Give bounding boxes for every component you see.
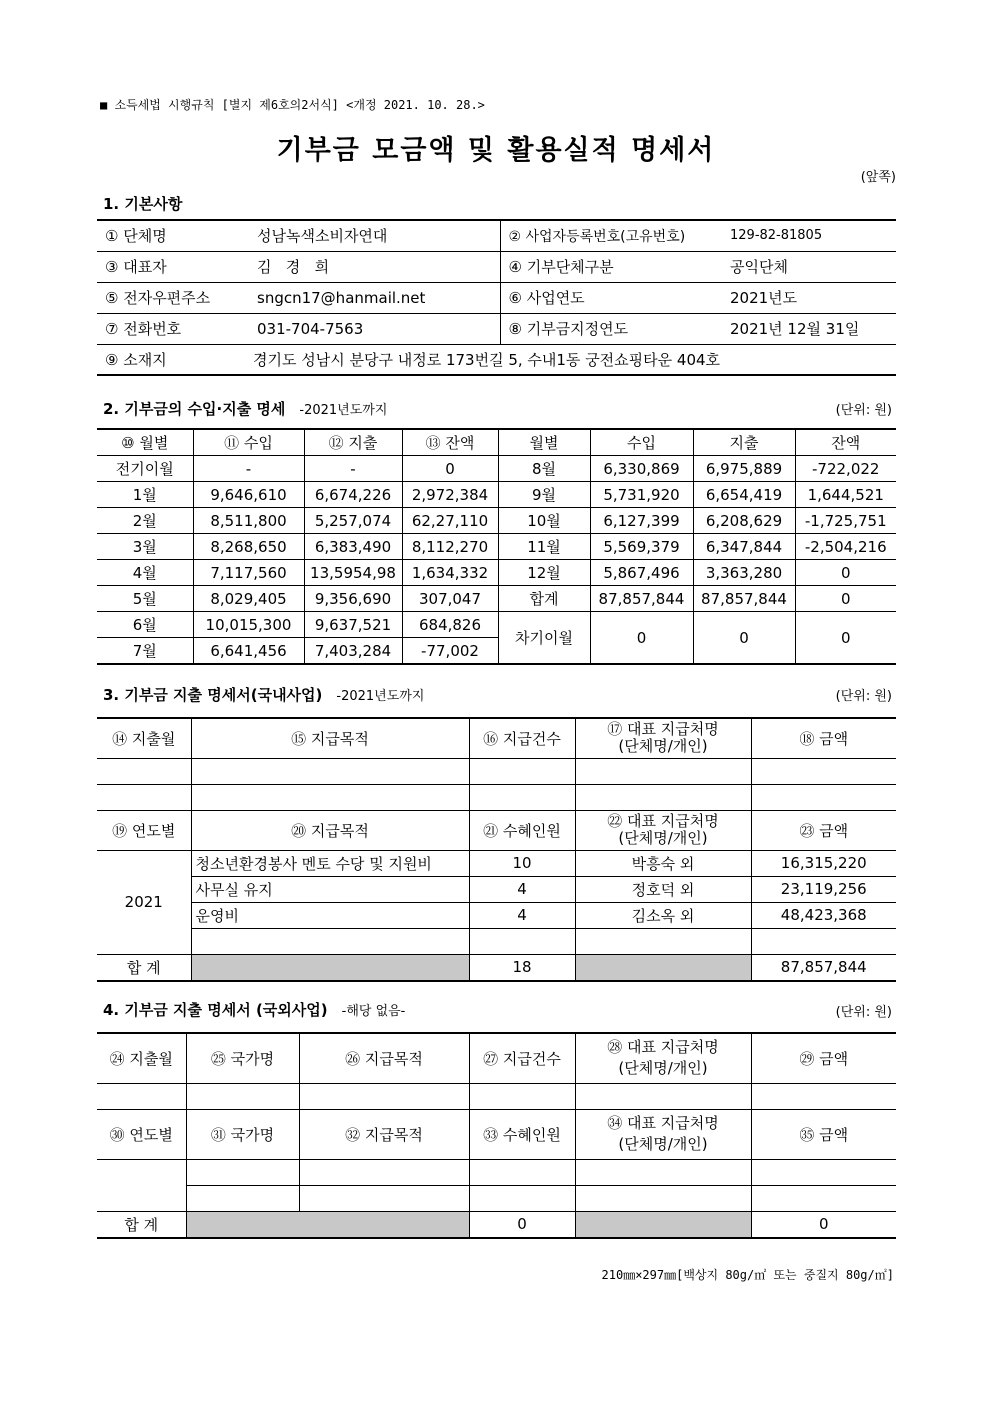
col-payment-count: ㉗ 지급건수 <box>469 1033 575 1083</box>
income-cell-2: 5,731,920 <box>590 482 693 508</box>
total-gray-cell <box>575 1211 751 1238</box>
empty-cell <box>751 758 896 784</box>
empty-cell <box>97 1083 186 1109</box>
col-amount-2: ㉓ 금액 <box>751 810 896 850</box>
expense-cell: 6,383,490 <box>304 534 402 560</box>
empty-cell <box>191 784 469 810</box>
page-side-label: (앞쪽) <box>860 170 896 185</box>
income-cell: 8,511,800 <box>193 508 304 534</box>
basic-info-table <box>97 219 896 376</box>
col-amount: ㉙ 금액 <box>751 1033 896 1083</box>
income-cell-2: 5,867,496 <box>590 560 693 586</box>
col-expense-month: ⑭ 지출월 <box>97 718 191 758</box>
table-row <box>97 876 896 902</box>
month-cell-2: 9월 <box>498 482 590 508</box>
count-cell: 4 <box>469 876 575 902</box>
col-payee-line2: (단체명/개인) <box>618 737 708 756</box>
balance-cell: 62,27,110 <box>402 508 498 534</box>
income-cell-2: 6,127,399 <box>590 508 693 534</box>
value-org-type: 공익단체 <box>726 251 896 282</box>
expense-cell-2: 6,654,419 <box>693 482 795 508</box>
col-expense: ⑫ 지출 <box>304 429 402 456</box>
month-cell: 6월 <box>97 612 193 638</box>
col-year: ⑲ 연도별 <box>97 810 191 850</box>
col-beneficiaries: ㉑ 수혜인원 <box>469 810 575 850</box>
table-row <box>97 902 896 928</box>
amount-cell: 16,315,220 <box>751 850 896 876</box>
total-income: 87,857,844 <box>590 586 693 612</box>
col-amount-2: ㉟ 금액 <box>751 1109 896 1159</box>
expense-cell: 7,403,284 <box>304 638 402 665</box>
legal-reference: ■ 소득세법 시행규칙 [별지 제6호의2서식] <개정 2021. 10. 28.> <box>100 98 485 112</box>
label-representative: ③ 대표자 <box>97 251 249 282</box>
income-cell: 6,641,456 <box>193 638 304 665</box>
paper-spec-footer: 210㎜×297㎜[백상지 80g/㎡ 또는 중질지 80g/㎡] <box>601 1268 894 1282</box>
total-row <box>97 954 896 981</box>
section-2-unit: (단위: 원) <box>835 403 892 418</box>
balance-cell-2: -2,504,216 <box>795 534 896 560</box>
value-address: 경기도 성남시 분당구 내정로 173번길 5, 수내1동 궁전쇼핑타운 404호 <box>249 344 896 375</box>
income-cell-2: 6,330,869 <box>590 456 693 482</box>
month-cell: 2월 <box>97 508 193 534</box>
label-phone: ⑦ 전화번호 <box>97 313 249 344</box>
col-year: ㉚ 연도별 <box>97 1109 186 1159</box>
total-gray-cell <box>191 954 469 981</box>
amount-cell: 23,119,256 <box>751 876 896 902</box>
label-fiscal-year: ⑥ 사업연도 <box>500 282 726 313</box>
col-country-2: ㉛ 국가명 <box>186 1109 299 1159</box>
section-2-title <box>103 398 387 419</box>
table-row <box>97 456 896 482</box>
label-address: ⑨ 소재지 <box>97 344 249 375</box>
total-expense: 87,857,844 <box>693 586 795 612</box>
value-designation-year: 2021년 12월 31일 <box>726 313 896 344</box>
col-income-2: 수입 <box>590 429 693 456</box>
income-cell: 7,117,560 <box>193 560 304 586</box>
value-fiscal-year: 2021년도 <box>726 282 896 313</box>
table-row <box>97 612 896 638</box>
total-amount: 87,857,844 <box>751 954 896 981</box>
section-4-heading: 4. 기부금 지출 명세서 (국외사업) <box>103 1001 328 1019</box>
count-cell: 4 <box>469 902 575 928</box>
carry-expense: 0 <box>693 612 795 665</box>
income-cell: - <box>193 456 304 482</box>
empty-cell <box>469 1159 575 1185</box>
total-label: 합 계 <box>97 954 191 981</box>
col-payee-2-line1: ㉒ 대표 지급처명 <box>607 812 719 830</box>
empty-cell <box>751 928 896 954</box>
total-balance: 0 <box>795 586 896 612</box>
balance-cell: 0 <box>402 456 498 482</box>
balance-cell-2: -1,725,751 <box>795 508 896 534</box>
section-1-title: 1. 기본사항 <box>103 195 183 213</box>
value-phone: 031-704-7563 <box>249 313 500 344</box>
empty-cell <box>191 928 469 954</box>
col-payee-2-line2: (단체명/개인) <box>618 829 708 847</box>
total-count: 0 <box>469 1211 575 1238</box>
income-cell: 8,268,650 <box>193 534 304 560</box>
empty-cell <box>575 758 751 784</box>
value-email: sngcn17@hanmail.net <box>249 282 500 313</box>
col-payee-2-line2: (단체명/개인) <box>618 1135 708 1153</box>
col-expense-2: 지출 <box>693 429 795 456</box>
value-representative: 김 경 희 <box>249 251 500 282</box>
empty-cell <box>575 1083 751 1109</box>
col-beneficiaries: ㉝ 수혜인원 <box>469 1109 575 1159</box>
income-cell: 10,015,300 <box>193 612 304 638</box>
col-payee-2 <box>575 810 751 850</box>
section-3-title <box>103 684 424 705</box>
col-month-2: 월별 <box>498 429 590 456</box>
empty-cell <box>299 1159 469 1185</box>
section-4-note: -해당 없음- <box>341 1004 406 1019</box>
empty-cell <box>469 784 575 810</box>
expense-cell: 13,5954,98 <box>304 560 402 586</box>
total-label: 합계 <box>498 586 590 612</box>
section-2-heading: 2. 기부금의 수입·지출 명세 <box>103 400 286 418</box>
empty-cell <box>186 1185 299 1211</box>
expense-cell: - <box>304 456 402 482</box>
empty-cell <box>575 784 751 810</box>
purpose-cell: 운영비 <box>191 902 469 928</box>
carry-label: 차기이월 <box>498 612 590 665</box>
total-gray-cell <box>575 954 751 981</box>
table-row <box>97 560 896 586</box>
table-row <box>97 508 896 534</box>
amount-cell: 48,423,368 <box>751 902 896 928</box>
value-business-number: 129-82-81805 <box>726 220 896 251</box>
table-row <box>97 850 896 876</box>
empty-cell <box>469 1185 575 1211</box>
expense-cell-2: 6,975,889 <box>693 456 795 482</box>
empty-cell <box>299 1083 469 1109</box>
empty-cell <box>97 758 191 784</box>
payee-cell: 정호덕 외 <box>575 876 751 902</box>
col-country: ㉕ 국가명 <box>186 1033 299 1083</box>
total-amount: 0 <box>751 1211 896 1238</box>
balance-cell: 684,826 <box>402 612 498 638</box>
month-cell: 4월 <box>97 560 193 586</box>
col-payee-line1: ⑰ 대표 지급처명 <box>607 720 719 739</box>
income-cell: 8,029,405 <box>193 586 304 612</box>
empty-cell <box>469 1083 575 1109</box>
label-org-name: ① 단체명 <box>97 220 249 251</box>
month-cell-2: 12월 <box>498 560 590 586</box>
expense-cell: 9,637,521 <box>304 612 402 638</box>
balance-cell: 307,047 <box>402 586 498 612</box>
domestic-expense-table <box>97 717 896 982</box>
payee-cell: 김소옥 외 <box>575 902 751 928</box>
table-row <box>97 482 896 508</box>
col-amount: ⑱ 금액 <box>751 718 896 758</box>
section-4-title <box>103 999 405 1020</box>
count-cell: 10 <box>469 850 575 876</box>
label-designation-year: ⑧ 기부금지정연도 <box>500 313 726 344</box>
expense-cell-2: 6,208,629 <box>693 508 795 534</box>
col-purpose: ㉖ 지급목적 <box>299 1033 469 1083</box>
document-title: 기부금 모금액 및 활용실적 명세서 <box>276 135 716 166</box>
col-payee <box>575 718 751 758</box>
value-org-name: 성남녹색소비자연대 <box>249 220 500 251</box>
col-expense-month: ㉔ 지출월 <box>97 1033 186 1083</box>
col-balance-2: 잔액 <box>795 429 896 456</box>
col-payee <box>575 1033 751 1083</box>
empty-cell <box>469 928 575 954</box>
month-cell-2: 8월 <box>498 456 590 482</box>
col-payee-line2: (단체명/개인) <box>618 1059 708 1078</box>
empty-cell <box>751 1185 896 1211</box>
month-cell: 5월 <box>97 586 193 612</box>
empty-cell <box>97 784 191 810</box>
section-2-note: -2021년도까지 <box>299 403 388 418</box>
col-payee-line1: ㉘ 대표 지급처명 <box>607 1038 719 1057</box>
col-payee-2 <box>575 1109 751 1159</box>
col-payee-2-line1: ㉞ 대표 지급처명 <box>607 1114 719 1132</box>
table-row <box>97 586 896 612</box>
col-purpose: ⑮ 지급목적 <box>191 718 469 758</box>
overseas-expense-table <box>97 1032 896 1239</box>
month-cell: 전기이월 <box>97 456 193 482</box>
balance-cell-2: -722,022 <box>795 456 896 482</box>
payee-cell: 박흥숙 외 <box>575 850 751 876</box>
total-count: 18 <box>469 954 575 981</box>
month-cell: 3월 <box>97 534 193 560</box>
empty-cell <box>186 1083 299 1109</box>
income-cell: 9,646,610 <box>193 482 304 508</box>
balance-cell: 8,112,270 <box>402 534 498 560</box>
empty-cell <box>97 1159 186 1211</box>
balance-cell: 2,972,384 <box>402 482 498 508</box>
carry-income: 0 <box>590 612 693 665</box>
total-row <box>97 1211 896 1238</box>
empty-cell <box>575 1185 751 1211</box>
month-cell: 1월 <box>97 482 193 508</box>
empty-cell <box>575 928 751 954</box>
expense-cell: 5,257,074 <box>304 508 402 534</box>
col-income: ⑪ 수입 <box>193 429 304 456</box>
expense-cell-2: 3,363,280 <box>693 560 795 586</box>
balance-cell-2: 1,644,521 <box>795 482 896 508</box>
label-email: ⑤ 전자우편주소 <box>97 282 249 313</box>
empty-cell <box>191 758 469 784</box>
purpose-cell: 청소년환경봉사 멘토 수당 및 지원비 <box>191 850 469 876</box>
section-3-unit: (단위: 원) <box>835 689 892 704</box>
col-month: ⑩ 월별 <box>97 429 193 456</box>
balance-cell-2: 0 <box>795 560 896 586</box>
balance-cell: 1,634,332 <box>402 560 498 586</box>
col-purpose-2: ㉜ 지급목적 <box>299 1109 469 1159</box>
table-row <box>97 534 896 560</box>
empty-cell <box>299 1185 469 1211</box>
col-purpose-2: ⑳ 지급목적 <box>191 810 469 850</box>
balance-cell: -77,002 <box>402 638 498 665</box>
expense-cell: 9,356,690 <box>304 586 402 612</box>
total-label: 합 계 <box>97 1211 186 1238</box>
expense-cell: 6,674,226 <box>304 482 402 508</box>
empty-cell <box>186 1159 299 1185</box>
empty-cell <box>751 1159 896 1185</box>
income-cell-2: 5,569,379 <box>590 534 693 560</box>
year-cell: 2021 <box>97 850 191 954</box>
col-payment-count: ⑯ 지급건수 <box>469 718 575 758</box>
total-gray-cell <box>186 1211 469 1238</box>
label-business-number: ② 사업자등록번호(고유번호) <box>500 220 726 251</box>
month-cell-2: 11월 <box>498 534 590 560</box>
col-balance: ⑬ 잔액 <box>402 429 498 456</box>
month-cell: 7월 <box>97 638 193 665</box>
expense-cell-2: 6,347,844 <box>693 534 795 560</box>
empty-cell <box>469 758 575 784</box>
section-3-heading: 3. 기부금 지출 명세서(국내사업) <box>103 686 323 704</box>
purpose-cell: 사무실 유지 <box>191 876 469 902</box>
section-4-unit: (단위: 원) <box>835 1005 892 1020</box>
label-org-type: ④ 기부단체구분 <box>500 251 726 282</box>
carry-balance: 0 <box>795 612 896 665</box>
income-expense-table <box>97 428 896 665</box>
empty-cell <box>751 784 896 810</box>
empty-cell <box>751 1083 896 1109</box>
month-cell-2: 10월 <box>498 508 590 534</box>
empty-cell <box>575 1159 751 1185</box>
section-3-note: -2021년도까지 <box>336 689 425 704</box>
